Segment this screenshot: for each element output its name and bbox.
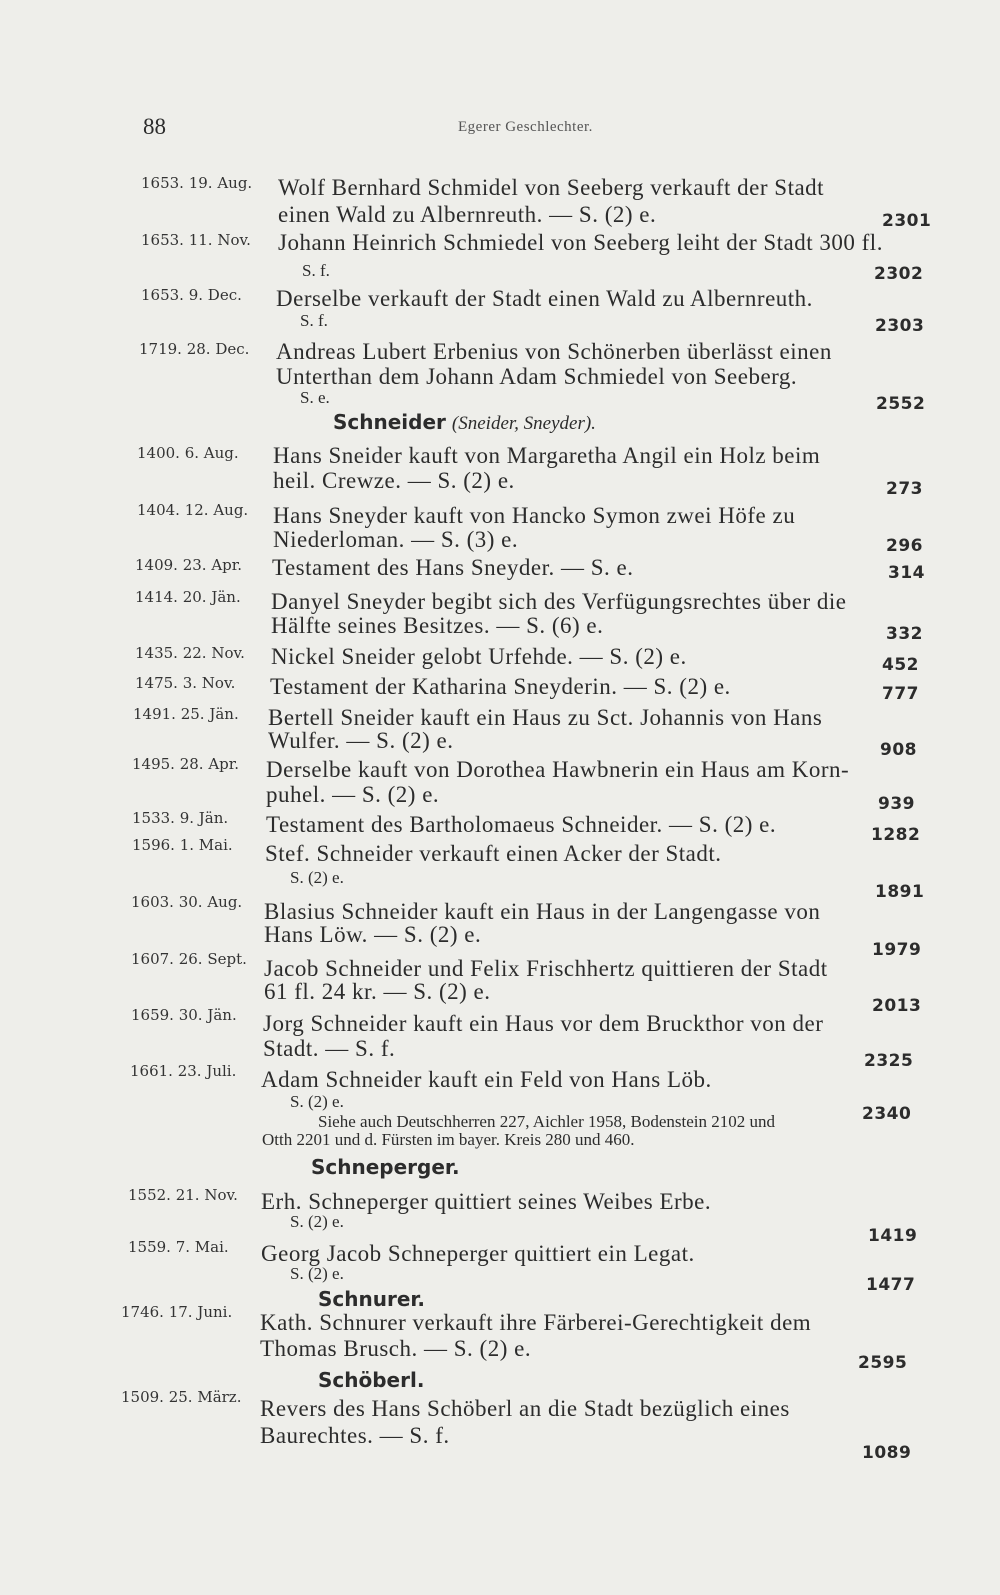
entry-number: 939 [878, 794, 915, 814]
entry-number: 2013 [872, 996, 922, 1016]
entry-date: 1533. 9. Jän. [132, 809, 229, 827]
entry-text: Stef. Schneider verkauft einen Acker der Stadt. [265, 841, 722, 866]
entry-text: puhel. — S. (2) e. [266, 782, 440, 807]
entry-text: Andreas Lubert Erbenius von Schönerben überlässt einen [276, 339, 832, 364]
entry-date: 1552. 21. Nov. [128, 1186, 238, 1204]
entry-reference: S. (2) e. [290, 1264, 344, 1283]
entry-number: 332 [886, 624, 923, 644]
entry-text: Baurechtes. — S. f. [260, 1423, 450, 1448]
entry-number: 2552 [876, 394, 926, 414]
entry-text: Hans Sneyder kauft von Hancko Symon zwei Höfe zu [273, 503, 796, 528]
entry-text: Testament des Hans Sneyder. — S. e. [272, 555, 634, 580]
entry-text: Revers des Hans Schöberl an die Stadt bezüglich eines [260, 1396, 790, 1421]
entry-text: Derselbe verkauft der Stadt einen Wald zu Albernreuth. [276, 286, 813, 311]
entry-text: Hans Sneider kauft von Margaretha Angil ein Holz beim [273, 443, 821, 468]
entry-date: 1435. 22. Nov. [135, 644, 245, 662]
entry-number: 2303 [875, 316, 925, 336]
name-variants: (Sneider, Sneyder). [451, 413, 596, 434]
entry-text: Derselbe kauft von Dorothea Hawbnerin ein Haus am Korn- [266, 757, 850, 782]
entry-text: Erh. Schneperger quittiert seines Weibes Erbe. [261, 1189, 712, 1214]
entry-number: 273 [886, 479, 923, 499]
entry-date: 1559. 7. Mai. [128, 1238, 229, 1256]
entry-text: Bertell Sneider kauft ein Haus zu Sct. Johannis von Hans [268, 705, 823, 730]
entry-date: 1475. 3. Nov. [135, 674, 236, 692]
entry-number: 777 [882, 684, 919, 704]
entry-number: 2595 [858, 1353, 908, 1373]
entry-text: Nickel Sneider gelobt Urfehde. — S. (2) e. [271, 644, 687, 669]
entry-text: Thomas Brusch. — S. (2) e. [260, 1336, 532, 1361]
entry-text: 61 fl. 24 kr. — S. (2) e. [264, 979, 491, 1004]
entry-text: Testament der Katharina Sneyderin. — S. (2) e. [270, 674, 731, 699]
entry-date: 1404. 12. Aug. [137, 501, 249, 519]
entry-number: 2302 [874, 264, 924, 284]
entry-date: 1607. 26. Sept. [131, 950, 247, 968]
entry-text: Jacob Schneider und Felix Frischhertz quittieren der Stadt [264, 956, 828, 981]
entry-date: 1653. 11. Nov. [141, 231, 251, 249]
entry-date: 1719. 28. Dec. [139, 340, 250, 358]
section-heading: Schneider [333, 410, 446, 434]
entry-date: 1400. 6. Aug. [137, 444, 239, 462]
entry-date: 1653. 9. Dec. [141, 286, 242, 304]
entry-text: heil. Crewze. — S. (2) e. [273, 468, 515, 493]
section-heading: Schnurer. [318, 1287, 426, 1311]
entry-number: 1979 [872, 940, 922, 960]
see-also-note: Siehe auch Deutschherren 227, Aichler 1958, Bodenstein 2102 und [318, 1112, 776, 1131]
entry-date: 1491. 25. Jän. [133, 705, 239, 723]
entry-reference: S. (2) e. [290, 868, 344, 887]
entry-text: Jorg Schneider kauft ein Haus vor dem Bruckthor von der [263, 1011, 824, 1036]
entry-text: Adam Schneider kauft ein Feld von Hans Löb. [261, 1067, 712, 1092]
entry-reference: S. (2) e. [290, 1212, 344, 1231]
entry-text: Blasius Schneider kauft ein Haus in der Langengasse von [264, 899, 821, 924]
entry-date: 1603. 30. Aug. [131, 893, 243, 911]
entry-date: 1661. 23. Juli. [130, 1062, 237, 1080]
entry-number: 2325 [864, 1051, 914, 1071]
entry-number: 1419 [868, 1226, 918, 1246]
entry-date: 1653. 19. Aug. [141, 174, 253, 192]
entry-reference: S. (2) e. [290, 1092, 344, 1111]
entry-text: einen Wald zu Albernreuth. — S. (2) e. [278, 202, 657, 227]
entry-text: Kath. Schnurer verkauft ihre Färberei-Gerechtigkeit dem [260, 1310, 812, 1335]
entry-reference: S. e. [300, 388, 330, 407]
entry-number: 2340 [862, 1104, 912, 1124]
entry-number: 1891 [875, 882, 925, 902]
entry-text: Hälfte seines Besitzes. — S. (6) e. [271, 613, 604, 638]
entry-date: 1414. 20. Jän. [135, 588, 241, 606]
section-heading-schneider [333, 412, 596, 433]
entry-reference: S. f. [302, 261, 330, 280]
page-number: 88 [143, 114, 166, 139]
entry-reference: S. f. [300, 311, 328, 330]
entry-date: 1409. 23. Apr. [135, 556, 243, 574]
entry-date: 1596. 1. Mai. [132, 836, 233, 854]
entry-number: 1282 [871, 825, 921, 845]
entry-number: 908 [880, 740, 917, 760]
section-heading: Schöberl. [318, 1368, 425, 1392]
entry-number: 296 [886, 536, 923, 556]
entry-text: Niederloman. — S. (3) e. [273, 527, 519, 552]
entry-date: 1509. 25. März. [121, 1388, 242, 1406]
entry-text: Testament des Bartholomaeus Schneider. — S. (2) e. [266, 812, 777, 837]
entry-number: 452 [882, 655, 919, 675]
entry-number: 2301 [882, 211, 932, 231]
entry-date: 1495. 28. Apr. [132, 755, 240, 773]
entry-number: 1089 [862, 1443, 912, 1463]
entry-number: 1477 [866, 1275, 916, 1295]
entry-text: Wulfer. — S. (2) e. [268, 728, 454, 753]
section-heading: Schneperger. [311, 1155, 460, 1179]
entry-text: Danyel Sneyder begibt sich des Verfügungsrechtes über die [271, 589, 847, 614]
entry-text: Unterthan dem Johann Adam Schmiedel von Seeberg. [276, 364, 798, 389]
running-title: Egerer Geschlechter. [458, 119, 593, 135]
entry-text: Johann Heinrich Schmiedel von Seeberg leiht der Stadt 300 fl. [278, 230, 883, 255]
entry-text: Stadt. — S. f. [263, 1036, 396, 1061]
entry-date: 1659. 30. Jän. [131, 1006, 237, 1024]
entry-number: 314 [888, 563, 925, 583]
entry-text: Wolf Bernhard Schmidel von Seeberg verkauft der Stadt [278, 175, 825, 200]
entry-text: Hans Löw. — S. (2) e. [264, 922, 482, 947]
entry-date: 1746. 17. Juni. [121, 1303, 233, 1321]
see-also-note: Otth 2201 und d. Fürsten im bayer. Kreis 280 und 460. [262, 1130, 635, 1149]
entry-text: Georg Jacob Schneperger quittiert ein Legat. [261, 1241, 695, 1266]
